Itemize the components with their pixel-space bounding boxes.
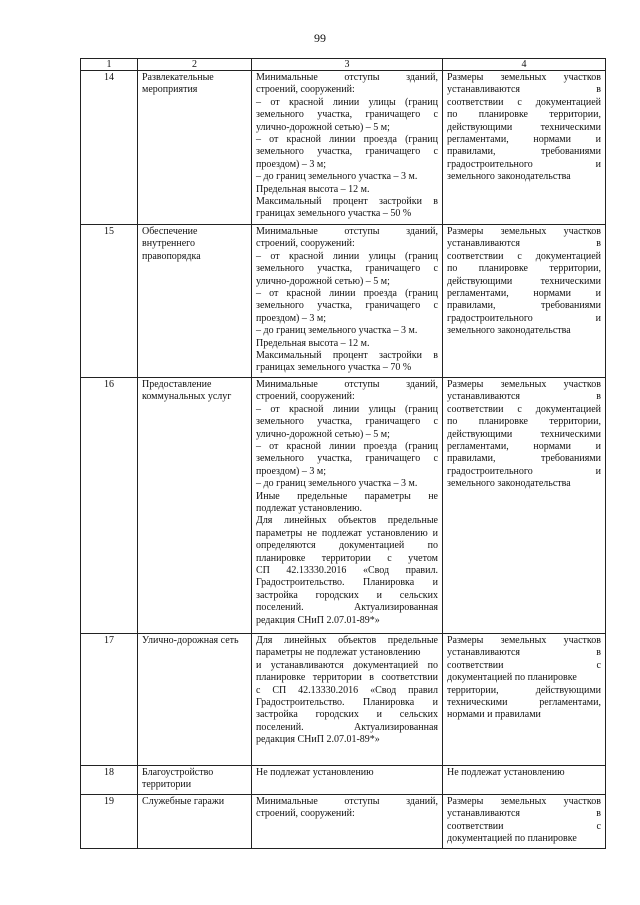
size-line: по планировке территории,	[447, 263, 601, 275]
parameter-line: Предельная высота – 12 м.	[256, 183, 370, 195]
size-line: градостроительного и	[447, 465, 601, 477]
size-line: устанавливаются в	[447, 391, 601, 403]
parameter-line: – от красной линии улицы (границ	[256, 250, 438, 262]
size-line: земельного законодательства	[447, 171, 571, 183]
plot-size-cell	[443, 794, 606, 848]
parameter-line: параметры не подлежат установлению и	[256, 527, 438, 539]
parameter-line: Градостроительство. Планировка и	[256, 696, 438, 708]
parameter-line: Минимальные отступы зданий,	[256, 72, 438, 83]
page-number: 99	[314, 31, 326, 45]
use-type-name: Служебные гаражи	[138, 794, 252, 848]
parameter-line: земельного участка, граничащего с	[256, 146, 438, 158]
size-line: Размеры земельных участков	[447, 795, 601, 807]
parameter-line: застройка городских и сельских	[256, 589, 438, 601]
parameter-line: – до границ земельного участка – 3 м.	[256, 325, 418, 337]
parameter-line: застройка городских и сельских	[256, 709, 438, 721]
table-row	[81, 71, 606, 225]
parameter-line: улично-дорожной сетью) – 5 м;	[256, 428, 390, 440]
table-row	[81, 765, 606, 794]
limit-parameters-cell	[252, 225, 443, 378]
size-line: по планировке территории,	[447, 109, 601, 121]
table-row	[81, 225, 606, 378]
parameter-line: земельного участка, граничащего с	[256, 263, 438, 275]
size-line: документацией по планировке	[447, 832, 577, 844]
size-line: Размеры земельных участков	[447, 634, 601, 646]
row-number: 17	[81, 633, 138, 765]
table-row	[81, 633, 606, 765]
size-line: земельного законодательства	[447, 325, 571, 337]
size-line: градостроительного и	[447, 312, 601, 324]
size-line: регламентами, нормами и	[447, 440, 601, 452]
parameter-line: Максимальный процент застройки в	[256, 196, 438, 208]
regulations-table	[80, 58, 606, 849]
column-header-1: 1	[81, 59, 138, 71]
parameter-line: поселений. Актуализированная	[256, 602, 438, 614]
table-body	[81, 71, 606, 849]
size-line: Размеры земельных участков	[447, 226, 601, 237]
size-line: территории, действующими	[447, 684, 601, 696]
parameter-line: поселений. Актуализированная	[256, 721, 438, 733]
size-line: регламентами, нормами и	[447, 288, 601, 300]
parameter-line: улично-дорожной сетью) – 5 м;	[256, 121, 390, 133]
parameter-line: Для линейных объектов предельные	[256, 515, 438, 527]
use-type-name: Развлекательные мероприятия	[138, 71, 252, 225]
parameter-line: Градостроительство. Планировка и	[256, 577, 438, 589]
parameter-line: проездом) – 3 м;	[256, 465, 326, 477]
size-line: регламентами, нормами и	[447, 134, 601, 146]
parameter-line: строений, сооружений:	[256, 391, 355, 403]
table-row	[81, 794, 606, 848]
size-line: устанавливаются в	[447, 808, 601, 820]
parameter-line: подлежат установлению.	[256, 502, 362, 514]
plot-size-cell	[443, 225, 606, 378]
parameter-line: строений, сооружений:	[256, 84, 355, 96]
size-line: по планировке территории,	[447, 416, 601, 428]
use-type-name: Предоставление коммунальных услуг	[138, 377, 252, 633]
limit-parameters-cell	[252, 377, 443, 633]
row-number: 15	[81, 225, 138, 378]
row-number: 14	[81, 71, 138, 225]
size-line: соответствии с документацией	[447, 250, 601, 262]
use-type-name: Благоустройство территории	[138, 765, 252, 794]
parameter-line: строений, сооружений:	[256, 238, 355, 250]
plot-size-cell	[443, 633, 606, 765]
parameter-line: границах земельного участка – 70 %	[256, 362, 412, 374]
parameter-line: Максимальный процент застройки в	[256, 350, 438, 362]
parameter-line: Минимальные отступы зданий,	[256, 226, 438, 237]
parameter-line: параметры не подлежат установлению	[256, 647, 421, 659]
row-number: 18	[81, 765, 138, 794]
parameter-line: проездом) – 3 м;	[256, 158, 326, 170]
parameter-line: – от красной линии улицы (границ	[256, 403, 438, 415]
parameter-line: – от красной линии улицы (границ	[256, 96, 438, 108]
size-line: действующими техническими	[447, 275, 601, 287]
table-header-row	[81, 59, 606, 71]
size-line: нормами и правилами	[447, 709, 541, 721]
size-line: Размеры земельных участков	[447, 72, 601, 83]
table-row	[81, 377, 606, 633]
size-line: Размеры земельных участков	[447, 378, 601, 390]
plot-size-cell	[443, 71, 606, 225]
plot-size-cell	[443, 377, 606, 633]
limit-parameters-cell	[252, 765, 443, 794]
parameter-line: определяются документацией по	[256, 540, 438, 552]
column-header-2: 2	[138, 59, 252, 71]
size-line: устанавливаются в	[447, 238, 601, 250]
size-line: действующими техническими	[447, 121, 601, 133]
parameter-line: земельного участка, граничащего с	[256, 109, 438, 121]
parameter-line: Предельная высота – 12 м.	[256, 337, 370, 349]
limit-parameters-cell	[252, 633, 443, 765]
use-type-name: Улично-дорожная сеть	[138, 633, 252, 765]
parameter-line: и устанавливаются документацией по	[256, 659, 438, 671]
parameter-line: Минимальные отступы зданий,	[256, 378, 438, 390]
parameter-line: земельного участка, граничащего с	[256, 416, 438, 428]
size-line: устанавливаются в	[447, 647, 601, 659]
size-line: соответствии с	[447, 820, 601, 832]
use-type-name: Обеспечение внутреннего правопорядка	[138, 225, 252, 378]
parameter-line: – от красной линии проезда (границ	[256, 288, 438, 300]
parameter-line: СП 42.13330.2016 «Свод правил.	[256, 564, 438, 576]
size-line: правилами, требованиями	[447, 146, 601, 158]
parameter-line: редакция СНиП 2.07.01-89*»	[256, 614, 380, 626]
parameter-line: планировке территории с учетом	[256, 552, 438, 564]
parameter-line: Не подлежат установлению	[256, 766, 374, 778]
size-line: земельного законодательства	[447, 478, 571, 490]
plot-size-cell	[443, 765, 606, 794]
parameter-line: – от красной линии проезда (границ	[256, 440, 438, 452]
parameter-line: Иные предельные параметры не	[256, 490, 438, 502]
parameter-line: земельного участка, граничащего с	[256, 453, 438, 465]
row-number: 16	[81, 377, 138, 633]
size-line: соответствии с документацией	[447, 96, 601, 108]
parameter-line: границах земельного участка – 50 %	[256, 208, 412, 220]
size-line: действующими техническими	[447, 428, 601, 440]
limit-parameters-cell	[252, 794, 443, 848]
parameter-line: планировке территории в соответствии	[256, 672, 438, 684]
parameter-line: строений, сооружений:	[256, 808, 355, 820]
size-line: документацией по планировке	[447, 672, 577, 684]
parameter-line: Минимальные отступы зданий,	[256, 795, 438, 807]
size-line: градостроительного и	[447, 158, 601, 170]
parameter-line: редакция СНиП 2.07.01-89*»	[256, 734, 380, 746]
size-line: Не подлежат установлению	[447, 766, 565, 778]
parameter-line: – от красной линии проезда (границ	[256, 134, 438, 146]
limit-parameters-cell	[252, 71, 443, 225]
size-line: устанавливаются в	[447, 84, 601, 96]
size-line: правилами, требованиями	[447, 453, 601, 465]
parameter-line: улично-дорожной сетью) – 5 м;	[256, 275, 390, 287]
size-line: техническими регламентами,	[447, 696, 601, 708]
column-header-3: 3	[252, 59, 443, 71]
parameter-line: Для линейных объектов предельные	[256, 634, 438, 646]
parameter-line: проездом) – 3 м;	[256, 312, 326, 324]
parameter-line: – до границ земельного участка – 3 м.	[256, 478, 418, 490]
parameter-line: земельного участка, граничащего с	[256, 300, 438, 312]
size-line: соответствии с	[447, 659, 601, 671]
parameter-line: с СП 42.13330.2016 «Свод правил	[256, 684, 438, 696]
row-number: 19	[81, 794, 138, 848]
column-header-4: 4	[443, 59, 606, 71]
parameter-line: – до границ земельного участка – 3 м.	[256, 171, 418, 183]
size-line: соответствии с документацией	[447, 403, 601, 415]
size-line: правилами, требованиями	[447, 300, 601, 312]
